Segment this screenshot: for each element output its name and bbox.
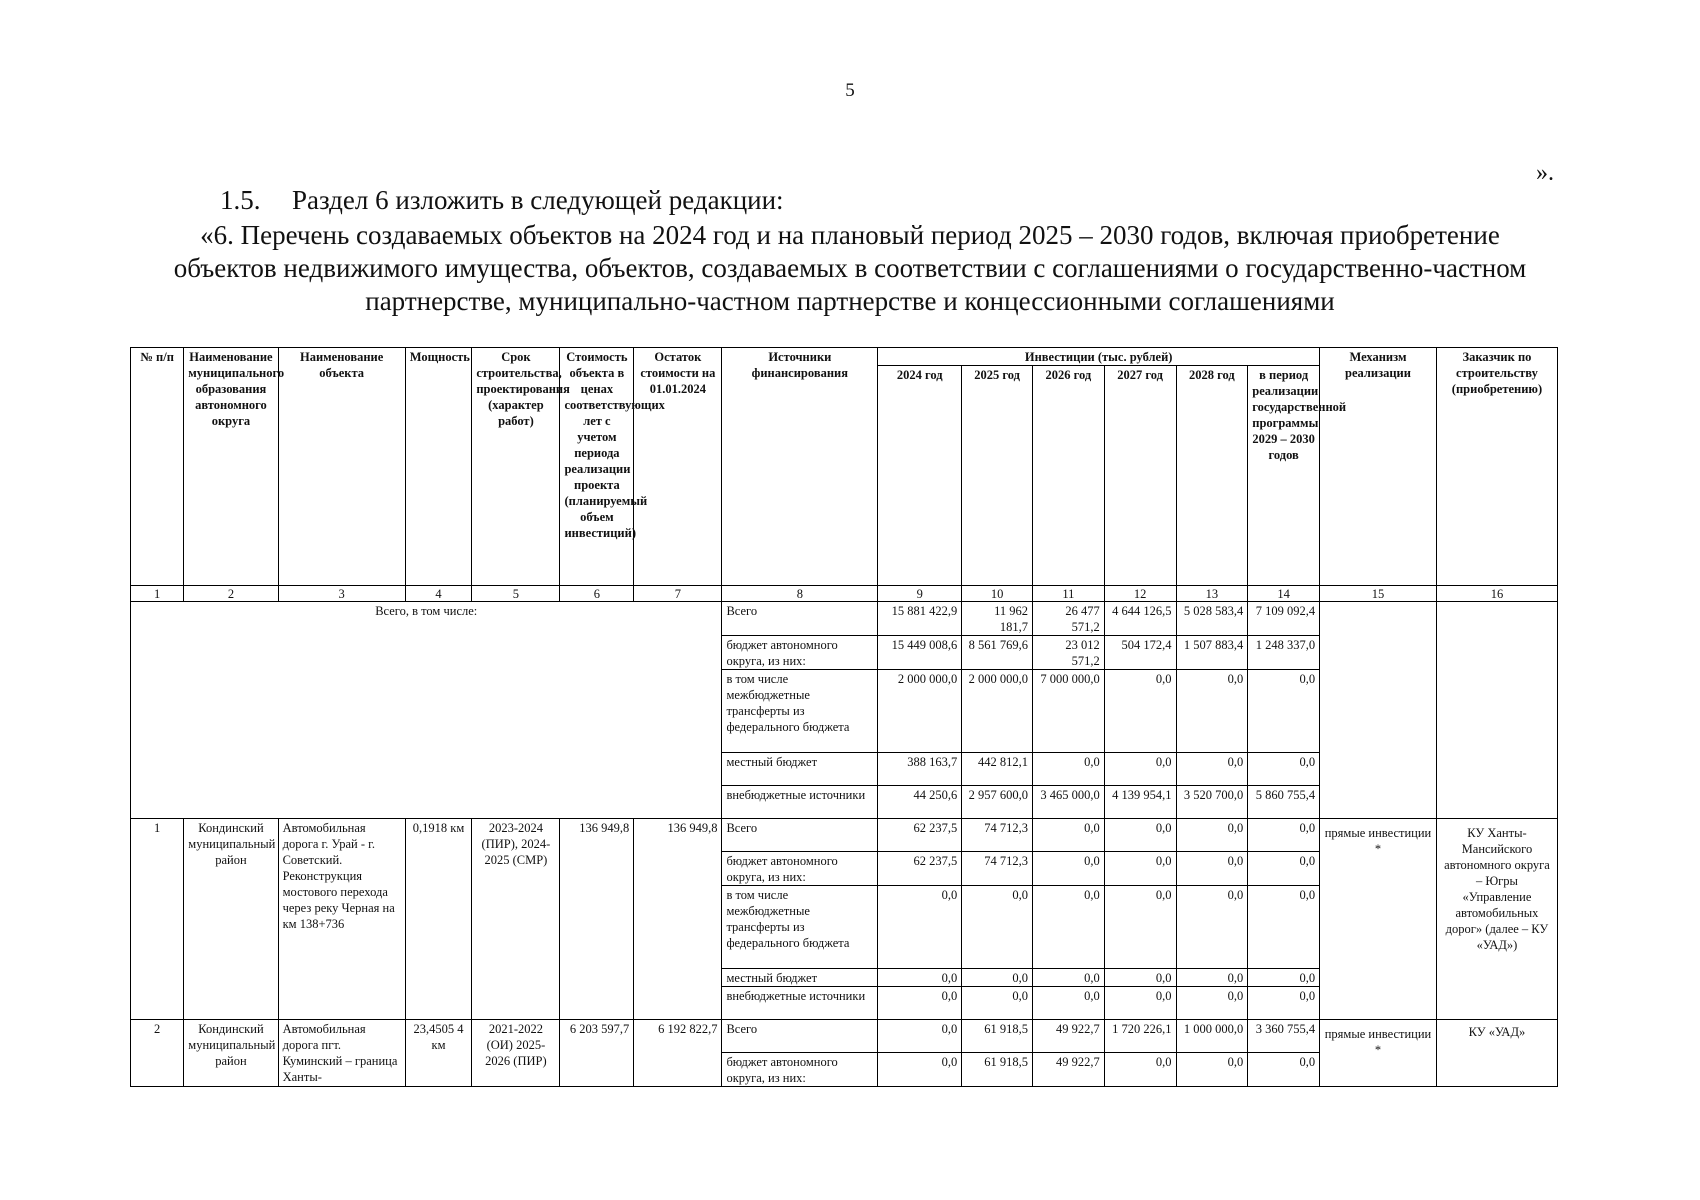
source-cell: в том числе межбюджетные трансферты из федерального бюджета <box>722 670 878 753</box>
source-cell: Всего <box>722 602 878 636</box>
header-remainder: Остаток стоимости на 01.01.2024 <box>634 348 722 586</box>
column-number: 8 <box>722 586 878 602</box>
value-cell: 0,0 <box>1104 670 1176 753</box>
column-number-row <box>131 586 1558 602</box>
value-cell: 0,0 <box>1176 886 1248 969</box>
value-cell: 0,0 <box>1248 987 1320 1020</box>
value-cell: 442 812,1 <box>962 753 1033 786</box>
column-number: 13 <box>1176 586 1248 602</box>
value-cell: 0,0 <box>1248 819 1320 852</box>
value-cell: 3 520 700,0 <box>1176 786 1248 819</box>
project-row <box>131 1020 1558 1053</box>
value-cell: 0,0 <box>1248 852 1320 886</box>
value-cell: 0,0 <box>1104 987 1176 1020</box>
table-header <box>131 348 1558 602</box>
header-2026: 2026 год <box>1033 366 1105 586</box>
value-cell: 0,0 <box>1176 987 1248 1020</box>
column-number: 9 <box>878 586 962 602</box>
value-cell: 0,0 <box>1104 886 1176 969</box>
objects-table <box>130 347 1558 1087</box>
value-cell: 0,0 <box>1248 670 1320 753</box>
project-object: Автомобильная дорога г. Урай - г. Советский. Реконструкция мостового перехода через реку Черная на км 138+736 <box>278 819 405 1020</box>
value-cell: 0,0 <box>1104 1053 1176 1087</box>
page-number: 5 <box>845 80 855 101</box>
total-customer-empty <box>1436 602 1557 819</box>
header-cost: Стоимость объекта в ценах соответствующих лет с учетом периода реализации проекта (планируемый объем инвестиций) <box>560 348 634 586</box>
project-municipality: Кондинский муниципальный район <box>184 1020 278 1087</box>
value-cell: 23 012 571,2 <box>1033 636 1105 670</box>
value-cell: 0,0 <box>1248 1053 1320 1087</box>
total-mechanism-empty <box>1320 602 1437 819</box>
item-text: Раздел 6 изложить в следующей редакции: <box>292 185 784 215</box>
column-number: 2 <box>184 586 278 602</box>
source-cell: бюджет автономного округа, из них: <box>722 636 878 670</box>
column-number: 7 <box>634 586 722 602</box>
value-cell: 0,0 <box>962 987 1033 1020</box>
project-object: Автомобильная дорога пгт. Куминский – граница Ханты- <box>278 1020 405 1087</box>
value-cell: 0,0 <box>878 1053 962 1087</box>
project-municipality: Кондинский муниципальный район <box>184 819 278 1020</box>
column-number: 16 <box>1436 586 1557 602</box>
project-term: 2023-2024 (ПИР), 2024-2025 (СМР) <box>472 819 560 1020</box>
value-cell: 2 000 000,0 <box>962 670 1033 753</box>
value-cell: 2 957 600,0 <box>962 786 1033 819</box>
project-num: 2 <box>131 1020 184 1087</box>
value-cell: 0,0 <box>1176 852 1248 886</box>
header-2025: 2025 год <box>962 366 1033 586</box>
header-capacity: Мощность <box>405 348 472 586</box>
source-cell: бюджет автономного округа, из них: <box>722 1053 878 1087</box>
value-cell: 0,0 <box>1033 753 1105 786</box>
value-cell: 0,0 <box>1248 886 1320 969</box>
project-cost: 136 949,8 <box>560 819 634 1020</box>
value-cell: 1 000 000,0 <box>1176 1020 1248 1053</box>
project-term: 2021-2022 (ОИ) 2025-2026 (ПИР) <box>472 1020 560 1087</box>
value-cell: 4 139 954,1 <box>1104 786 1176 819</box>
value-cell: 0,0 <box>1033 987 1105 1020</box>
project-customer: КУ Ханты-Мансийского автономного округа – Югры «Управление автомобильных дорог» (далее – КУ «УАД») <box>1436 819 1557 1020</box>
value-cell: 62 237,5 <box>878 819 962 852</box>
value-cell: 0,0 <box>1104 819 1176 852</box>
value-cell: 15 449 008,6 <box>878 636 962 670</box>
value-cell: 0,0 <box>1248 969 1320 987</box>
value-cell: 15 881 422,9 <box>878 602 962 636</box>
section-heading: «6. Перечень создаваемых объектов на 2024 год и на плановый период 2025 – 2030 годов, включая приобретение объектов недвижимого имущества, объектов, создаваемых в соответствии с соглашениями о государственно-частном партнерстве, муниципально-частном партнерстве и концессионными соглашениями <box>173 220 1527 316</box>
source-cell: местный бюджет <box>722 753 878 786</box>
project-row <box>131 819 1558 852</box>
value-cell: 1 720 226,1 <box>1104 1020 1176 1053</box>
item-line <box>220 185 784 216</box>
value-cell: 3 465 000,0 <box>1033 786 1105 819</box>
value-cell: 0,0 <box>1033 886 1105 969</box>
project-mechanism: прямые инвестиции * <box>1320 819 1437 1020</box>
value-cell: 0,0 <box>878 886 962 969</box>
value-cell: 0,0 <box>1176 969 1248 987</box>
value-cell: 49 922,7 <box>1033 1020 1105 1053</box>
value-cell: 7 109 092,4 <box>1248 602 1320 636</box>
column-number: 10 <box>962 586 1033 602</box>
project-cost: 6 203 597,7 <box>560 1020 634 1087</box>
value-cell: 0,0 <box>1033 819 1105 852</box>
value-cell: 0,0 <box>1104 969 1176 987</box>
project-remainder: 136 949,8 <box>634 819 722 1020</box>
value-cell: 62 237,5 <box>878 852 962 886</box>
source-cell: внебюджетные источники <box>722 786 878 819</box>
column-number: 4 <box>405 586 472 602</box>
source-cell: Всего <box>722 819 878 852</box>
value-cell: 74 712,3 <box>962 819 1033 852</box>
column-number: 1 <box>131 586 184 602</box>
value-cell: 1 507 883,4 <box>1176 636 1248 670</box>
value-cell: 0,0 <box>1104 753 1176 786</box>
source-cell: Всего <box>722 1020 878 1053</box>
project-capacity: 0,1918 км <box>405 819 472 1020</box>
value-cell: 61 918,5 <box>962 1053 1033 1087</box>
value-cell: 74 712,3 <box>962 852 1033 886</box>
item-number: 1.5. <box>220 185 261 215</box>
header-term: Срок строительства, проектирования (характер работ) <box>472 348 560 586</box>
total-row <box>131 602 1558 636</box>
header-num: № п/п <box>131 348 184 586</box>
value-cell: 7 000 000,0 <box>1033 670 1105 753</box>
column-number: 15 <box>1320 586 1437 602</box>
header-2027: 2027 год <box>1104 366 1176 586</box>
header-2028: 2028 год <box>1176 366 1248 586</box>
header-mechanism: Механизм реализации <box>1320 348 1437 586</box>
value-cell: 61 918,5 <box>962 1020 1033 1053</box>
value-cell: 3 360 755,4 <box>1248 1020 1320 1053</box>
header-municipality: Наименование муниципального образования автономного округа <box>184 348 278 586</box>
value-cell: 0,0 <box>878 987 962 1020</box>
value-cell: 0,0 <box>1033 852 1105 886</box>
header-investments: Инвестиции (тыс. рублей) <box>878 348 1320 366</box>
column-number: 11 <box>1033 586 1105 602</box>
value-cell: 5 860 755,4 <box>1248 786 1320 819</box>
value-cell: 0,0 <box>1176 1053 1248 1087</box>
value-cell: 26 477 571,2 <box>1033 602 1105 636</box>
column-number: 3 <box>278 586 405 602</box>
value-cell: 4 644 126,5 <box>1104 602 1176 636</box>
column-number: 6 <box>560 586 634 602</box>
total-label: Всего, в том числе: <box>131 602 722 819</box>
column-number: 12 <box>1104 586 1176 602</box>
closing-quote: ». <box>1536 160 1554 186</box>
value-cell: 0,0 <box>1176 670 1248 753</box>
header-2024: 2024 год <box>878 366 962 586</box>
project-mechanism: прямые инвестиции * <box>1320 1020 1437 1087</box>
value-cell: 0,0 <box>1248 753 1320 786</box>
value-cell: 1 248 337,0 <box>1248 636 1320 670</box>
project-num: 1 <box>131 819 184 1020</box>
value-cell: 0,0 <box>962 886 1033 969</box>
value-cell: 49 922,7 <box>1033 1053 1105 1087</box>
project-customer: КУ «УАД» <box>1436 1020 1557 1087</box>
header-object: Наименование объекта <box>278 348 405 586</box>
value-cell: 2 000 000,0 <box>878 670 962 753</box>
value-cell: 44 250,6 <box>878 786 962 819</box>
column-number: 5 <box>472 586 560 602</box>
value-cell: 504 172,4 <box>1104 636 1176 670</box>
value-cell: 0,0 <box>1104 852 1176 886</box>
project-capacity: 23,4505 4 км <box>405 1020 472 1087</box>
value-cell: 0,0 <box>1176 753 1248 786</box>
column-number: 14 <box>1248 586 1320 602</box>
value-cell: 0,0 <box>1176 819 1248 852</box>
value-cell: 8 561 769,6 <box>962 636 1033 670</box>
source-cell: местный бюджет <box>722 969 878 987</box>
value-cell: 5 028 583,4 <box>1176 602 1248 636</box>
header-customer: Заказчик по строительству (приобретению) <box>1436 348 1557 586</box>
value-cell: 11 962 181,7 <box>962 602 1033 636</box>
project-remainder: 6 192 822,7 <box>634 1020 722 1087</box>
value-cell: 0,0 <box>878 969 962 987</box>
value-cell: 388 163,7 <box>878 753 962 786</box>
header-sources: Источники финансирования <box>722 348 878 586</box>
value-cell: 0,0 <box>962 969 1033 987</box>
source-cell: в том числе межбюджетные трансферты из федерального бюджета <box>722 886 878 969</box>
value-cell: 0,0 <box>1033 969 1105 987</box>
value-cell: 0,0 <box>878 1020 962 1053</box>
source-cell: бюджет автономного округа, из них: <box>722 852 878 886</box>
source-cell: внебюджетные источники <box>722 987 878 1020</box>
header-2029-2030: в период реализации государственной программы 2029 – 2030 годов <box>1248 366 1320 586</box>
